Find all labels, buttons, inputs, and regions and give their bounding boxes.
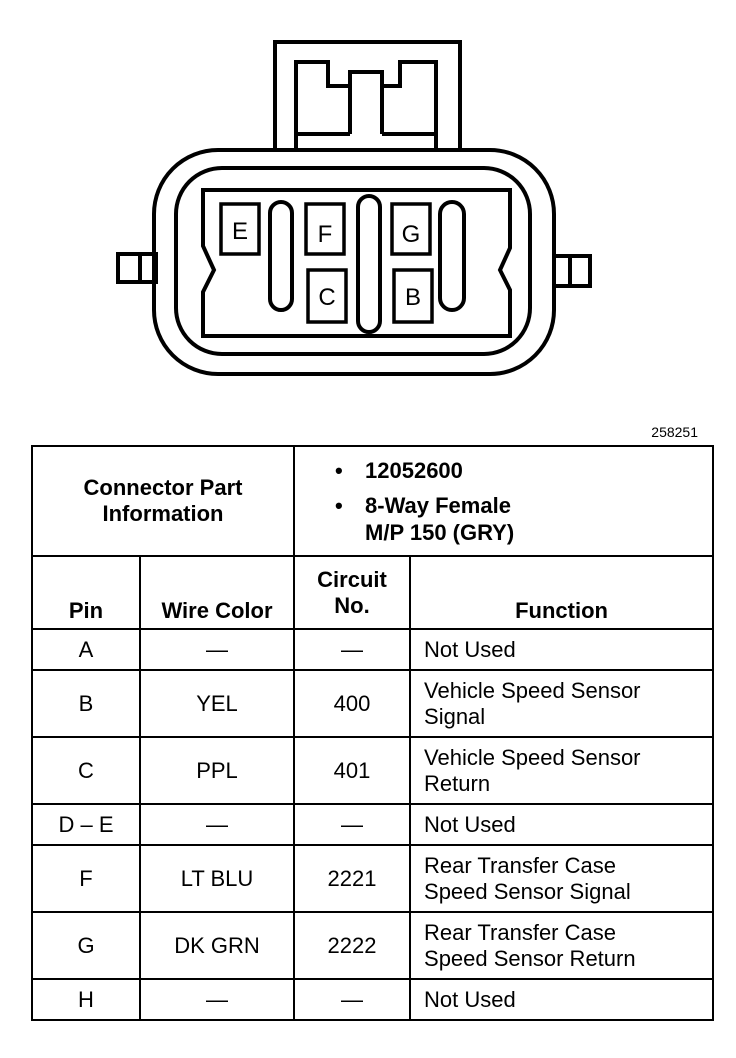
header-pin: Pin xyxy=(32,556,140,629)
circuit-cell: — xyxy=(294,979,410,1020)
connector-latch-inner xyxy=(296,62,436,150)
function-line: Rear Transfer Case xyxy=(424,852,616,878)
polarizing-rib xyxy=(440,202,464,310)
circuit-cell: 2222 xyxy=(294,912,410,979)
table-row xyxy=(32,979,713,1020)
wire-color-cell: LT BLU xyxy=(140,845,294,912)
part-number: • 12052600 xyxy=(335,457,712,484)
cavity-label: G xyxy=(401,221,421,248)
table-row xyxy=(32,737,713,804)
function-line: Signal xyxy=(424,703,486,729)
header-row xyxy=(32,556,713,629)
function-line: Speed Sensor Return xyxy=(424,945,636,971)
header-wire-color: Wire Color xyxy=(140,556,294,629)
polarizing-rib xyxy=(270,202,292,310)
circuit-cell: — xyxy=(294,804,410,845)
connector-series: M/P 150 (GRY) xyxy=(365,519,515,545)
function-line: Not Used xyxy=(424,636,516,662)
function-cell xyxy=(410,912,713,979)
part-info-label xyxy=(32,446,294,556)
connector-face-drawing xyxy=(0,0,736,400)
function-line: Speed Sensor Signal xyxy=(424,878,631,904)
pin-cell: A xyxy=(32,629,140,670)
function-cell xyxy=(410,845,713,912)
pin-cell: G xyxy=(32,912,140,979)
header-circuit-line: No. xyxy=(334,592,370,618)
table-row xyxy=(32,804,713,845)
table-row xyxy=(32,845,713,912)
header-circuit-line: Circuit xyxy=(317,566,387,592)
pin-cell: D – E xyxy=(32,804,140,845)
figure-id: 258251 xyxy=(651,424,698,440)
connector-housing-inner xyxy=(176,168,530,354)
wire-color-cell: — xyxy=(140,979,294,1020)
function-cell xyxy=(410,737,713,804)
table-row xyxy=(32,912,713,979)
function-cell xyxy=(410,804,713,845)
part-info-label-line: Connector Part xyxy=(83,475,243,500)
wire-color-cell: YEL xyxy=(140,670,294,737)
function-line: Vehicle Speed Sensor xyxy=(424,677,641,703)
connector-pinout-table xyxy=(31,445,714,1021)
function-line: Vehicle Speed Sensor xyxy=(424,744,641,770)
left-mounting-tab xyxy=(118,254,156,282)
cavity-label: C xyxy=(318,284,336,311)
cavity-label: F xyxy=(317,221,333,248)
function-line: Return xyxy=(424,770,491,796)
part-info-label-line: Information xyxy=(102,501,224,526)
header-circuit-no xyxy=(294,556,410,629)
wire-color-cell: DK GRN xyxy=(140,912,294,979)
pin-cell: H xyxy=(32,979,140,1020)
cavity-label: E xyxy=(231,218,249,245)
circuit-cell: 2221 xyxy=(294,845,410,912)
table-row xyxy=(32,670,713,737)
connector-type: • 8-Way Female xyxy=(335,492,712,519)
circuit-cell: — xyxy=(294,629,410,670)
function-line: Not Used xyxy=(424,811,516,837)
function-cell xyxy=(410,670,713,737)
circuit-cell: 400 xyxy=(294,670,410,737)
pin-cell: F xyxy=(32,845,140,912)
function-cell xyxy=(410,979,713,1020)
pin-cell: B xyxy=(32,670,140,737)
part-info-row xyxy=(32,446,713,556)
function-line: Not Used xyxy=(424,986,516,1012)
cavity-label: B xyxy=(404,284,422,311)
pin-cell: C xyxy=(32,737,140,804)
function-line: Rear Transfer Case xyxy=(424,919,616,945)
wire-color-cell: — xyxy=(140,629,294,670)
wire-color-cell: — xyxy=(140,804,294,845)
function-cell xyxy=(410,629,713,670)
part-info-values xyxy=(294,446,713,556)
connector-housing-outer xyxy=(154,150,554,374)
circuit-cell: 401 xyxy=(294,737,410,804)
table-row xyxy=(32,629,713,670)
wire-color-cell: PPL xyxy=(140,737,294,804)
header-function: Function xyxy=(410,556,713,629)
polarizing-rib xyxy=(358,196,380,332)
